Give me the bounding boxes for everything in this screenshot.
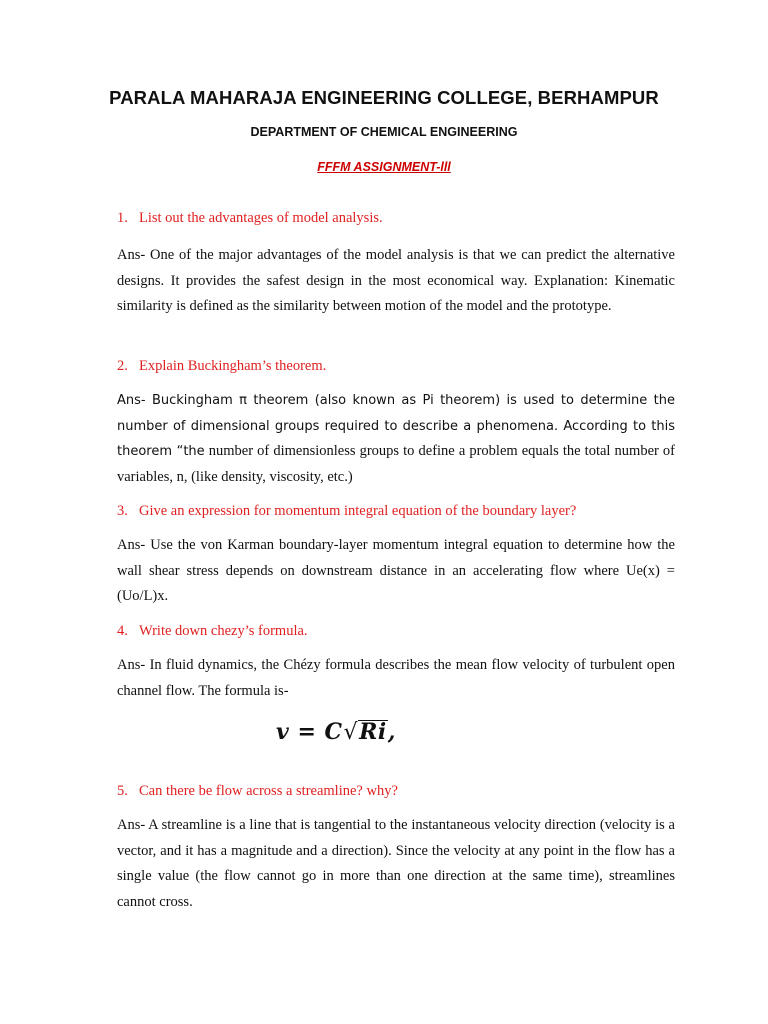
formula-radicand: Ri bbox=[359, 719, 387, 745]
formula-tail: , bbox=[387, 719, 396, 745]
question-4-text: Write down chezy’s formula. bbox=[139, 623, 308, 639]
answer-4: Ans- In fluid dynamics, the Chézy formula describes the mean flow velocity of turbulent open channel flow. The formula is- bbox=[117, 657, 675, 699]
department-heading: DEPARTMENT OF CHEMICAL ENGINEERING bbox=[250, 125, 518, 139]
answer-3: Ans- Use the von Karman boundary-layer momentum integral equation to determine how the wall shear stress depends on downstream distance in an accelerating flow where Ue(x) = (Uo/L)x. bbox=[117, 537, 675, 604]
question-4 bbox=[117, 623, 677, 640]
answer-2-part-1: Ans- Buckingham π theorem (also known as Pi theorem) is used to determine the number of dimensional groups required to describe a phenomena. According to this theorem “the bbox=[117, 393, 675, 459]
question-2-text: Explain Buckingham’s theorem. bbox=[139, 358, 327, 374]
answer-2 bbox=[117, 388, 675, 490]
answer-1: Ans- One of the major advantages of the model analysis is that we can predict the alternative designs. It provides the safest design in the most economical way. Explanation: Kinematic similarity is defined as the similarity between motion of the model and the prototype. bbox=[117, 247, 675, 314]
assignment-heading: FFFM ASSIGNMENT-lll bbox=[317, 160, 451, 174]
question-3-text: Give an expression for momentum integral equation of the boundary layer? bbox=[139, 503, 577, 519]
formula-lhs: v = C bbox=[276, 719, 343, 745]
question-5 bbox=[117, 783, 677, 800]
question-4-number: 4. bbox=[117, 623, 128, 639]
question-5-text: Can there be flow across a streamline? why? bbox=[139, 783, 398, 799]
question-1-number: 1. bbox=[117, 210, 128, 226]
question-3-number: 3. bbox=[117, 503, 128, 519]
question-2-number: 2. bbox=[117, 358, 128, 374]
answer-5: Ans- A streamline is a line that is tangential to the instantaneous velocity direction (velocity is a vector, and it has a magnitude and a direction). Since the velocity at any point in the flow has a single value (the flow cannot go in more than one direction at the same time), streamlines cannot cross. bbox=[117, 817, 675, 910]
answer-2-part-2: number of dimensionless groups to define a problem equals the total number of variables, n, (like density, viscosity, etc.) bbox=[117, 443, 675, 485]
question-3 bbox=[117, 503, 677, 520]
question-5-number: 5. bbox=[117, 783, 128, 799]
question-1 bbox=[117, 210, 677, 227]
question-1-text: List out the advantages of model analysis. bbox=[139, 210, 383, 226]
college-title: PARALA MAHARAJA ENGINEERING COLLEGE, BERHAMPUR bbox=[109, 87, 659, 108]
sqrt-symbol: √ bbox=[343, 720, 359, 745]
chezy-formula bbox=[276, 719, 396, 745]
question-2 bbox=[117, 358, 677, 375]
